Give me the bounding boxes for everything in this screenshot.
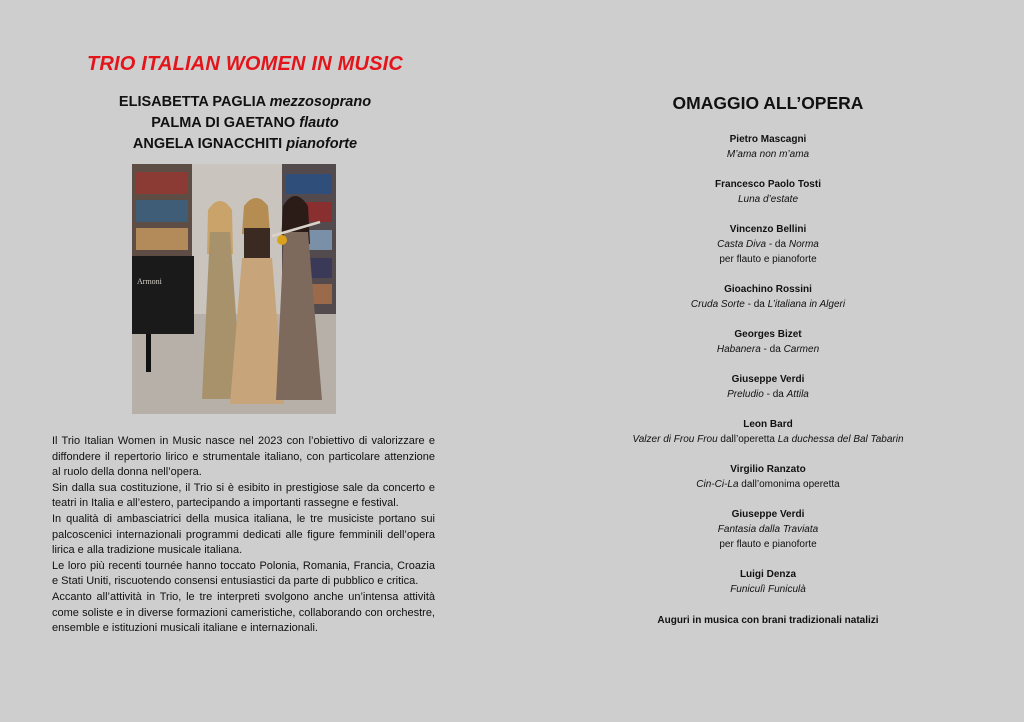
bio-paragraph: Le loro più recenti tournée hanno toccato Polonia, Romania, Francia, Croazia e Stati Uniti, riscuotendo consensi entusiastici da parte di pubblico e critica. <box>52 559 435 588</box>
composer-name: Leon Bard <box>743 419 793 430</box>
composer-name: Giuseppe Verdi <box>731 509 805 520</box>
trio-title: TRIO ITALIAN WOMEN IN MUSIC <box>86 53 404 75</box>
work-title: Casta Diva <box>717 239 767 250</box>
left-page <box>0 0 490 722</box>
composer-name: Luigi Denza <box>739 569 797 580</box>
work-separator: dall’operetta <box>717 434 778 445</box>
trio-biography <box>52 434 435 637</box>
bio-paragraph: Accanto all’attività in Trio, le tre interpreti svolgono anche un’intensa attività come soliste e in diverse formazioni cameristiche, collaborando con orchestre, ensemble e istituzioni musicali italiane e internazionali. <box>52 590 435 635</box>
member-line-paglia <box>0 94 490 110</box>
work-line <box>512 342 1024 357</box>
work-separator: - da <box>760 344 784 355</box>
work-note: per flauto e pianoforte <box>719 539 817 550</box>
work-line <box>512 477 1024 492</box>
work-separator: - da <box>766 239 789 250</box>
member-line-ignacchiti <box>0 136 490 152</box>
bio-paragraph: Il Trio Italian Women in Music nasce nel 2023 con l’obiettivo di valorizzare e diffondere il repertorio lirico e strumentale italiano, con particolare attenzione al ruolo della donna nell’opera. <box>52 435 435 479</box>
program-item <box>512 462 1024 492</box>
member-role: pianoforte <box>286 136 358 152</box>
program-title: OMAGGIO ALL’OPERA <box>672 93 864 113</box>
program-item <box>512 222 1024 267</box>
work-title: Cruda Sorte <box>690 299 745 310</box>
work-title: Luna d’estate <box>737 194 799 205</box>
program-item <box>512 507 1024 552</box>
member-name: ELISABETTA PAGLIA <box>118 94 266 110</box>
composer-name: Francesco Paolo Tosti <box>715 179 821 190</box>
work-separator: - da <box>763 389 787 400</box>
trio-photo <box>132 164 336 414</box>
member-role: flauto <box>299 115 339 131</box>
work-line <box>512 297 1024 312</box>
program-item <box>512 177 1024 207</box>
work-title: Preludio <box>727 389 764 400</box>
program-item <box>512 132 1024 162</box>
work-line <box>512 237 1024 252</box>
work-separator: dall’omonima operetta <box>738 479 840 490</box>
composer-name: Pietro Mascagni <box>729 134 807 145</box>
bio-paragraph: In qualità di ambasciatrici della musica italiana, le tre musiciste portano sui palcoscenici internazionali programmi dedicati alle figure femminili dell’opera lirica e alla tradizione musicale italiana. <box>52 512 435 557</box>
work-title: Funiculì Funiculà <box>730 584 806 595</box>
composer-name: Virgilio Ranzato <box>730 464 806 475</box>
work-source: La duchessa del Bal Tabarin <box>777 434 904 445</box>
work-title: Valzer di Frou Frou <box>632 434 718 445</box>
program-item <box>512 417 1024 447</box>
composer-name: Giuseppe Verdi <box>731 374 805 385</box>
member-name: ANGELA IGNACCHITI <box>132 136 283 152</box>
composer-name: Gioachino Rossini <box>724 284 812 295</box>
program-closing: Auguri in musica con brani tradizionali natalizi <box>657 615 879 626</box>
work-source: Carmen <box>783 344 820 355</box>
member-role: mezzosoprano <box>269 94 372 110</box>
work-source: Attila <box>786 389 809 400</box>
work-separator: - da <box>744 299 768 310</box>
right-page <box>512 0 1024 722</box>
work-title: M’ama non m’ama <box>726 149 810 160</box>
program-item <box>512 372 1024 402</box>
work-title: Fantasia dalla Traviata <box>717 524 819 535</box>
work-line <box>512 432 1024 447</box>
program-item <box>512 327 1024 357</box>
work-source: Norma <box>788 239 819 250</box>
program-item <box>512 282 1024 312</box>
member-name: PALMA DI GAETANO <box>151 115 296 131</box>
work-title: Habanera <box>716 344 761 355</box>
piano-brand: Armoni <box>137 277 162 286</box>
work-line <box>512 387 1024 402</box>
work-note: per flauto e pianoforte <box>719 254 817 265</box>
work-title: Cin-Ci-La <box>696 479 739 490</box>
work-source: L’italiana in Algeri <box>767 299 846 310</box>
composer-name: Georges Bizet <box>734 329 802 340</box>
program-item <box>512 567 1024 597</box>
member-line-di-gaetano <box>0 115 490 131</box>
composer-name: Vincenzo Bellini <box>729 224 807 235</box>
program-list <box>512 132 1024 626</box>
bio-paragraph: Sin dalla sua costituzione, il Trio si è esibito in prestigiose sale da concerto e teatri in Italia e all’estero, partecipando a importanti rassegne e festival. <box>52 481 435 510</box>
